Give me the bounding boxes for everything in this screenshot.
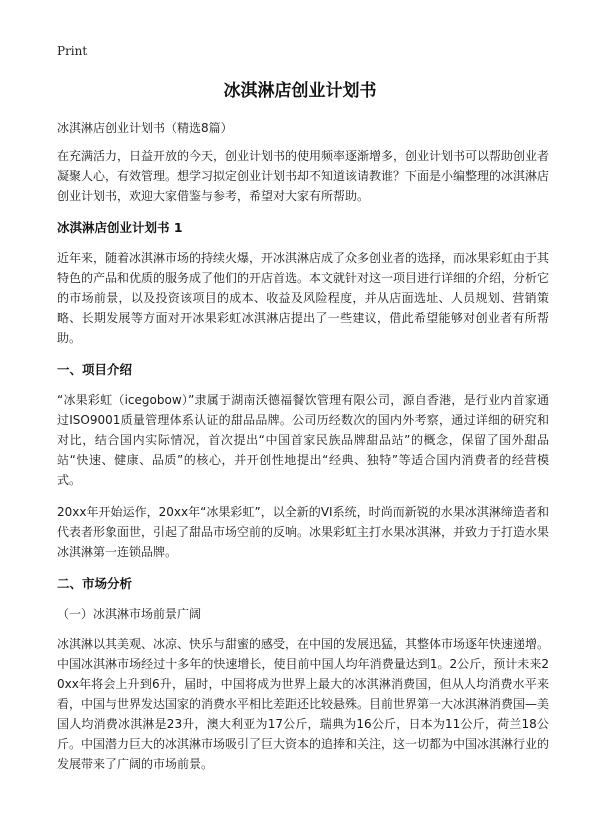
- subsection-heading-market-outlook: （一）冰淇淋市场前景广阔: [57, 607, 202, 621]
- section-heading-project-intro: 一、项目介绍: [57, 362, 133, 377]
- project-intro-paragraph-2: 20xx年开始运作，20xx年“冰果彩虹”，以全新的VI系统，时尚而新锐的水果冰淇淋缔造者和代表者形象面世，引起了甜品市场空前的反响。冰果彩虹主打水果冰淇淋，并致力于打造水果冰淇淋第一连锁品牌。: [57, 505, 550, 559]
- document-title: 冰淇淋店创业计划书: [223, 81, 377, 101]
- plan-1-paragraph: 近年来，随着冰淇淋市场的持续火爆，开冰淇淋店成了众多创业者的选择，而冰果彩虹由于其特色的产品和优质的服务成了他们的开店首选。本文就针对这一项目进行详细的介绍，分析它的市场前景，以及投资该项目的成本、收益及风险程度，并从店面选址、人员规划、营销策略、长期发展等方面对开冰果彩虹冰淇淋店提出了一些建议，借此希望能够对创业者有所帮助。: [57, 251, 550, 345]
- project-intro-paragraph-1: “冰果彩虹（icegobow）”隶属于湖南沃德福餐饮管理有限公司，源自香港，是行业内首家通过ISO9001质量管理体系认证的甜品品牌。公司历经数次的国内外考察，通过详细的研究和对比，结合国内实际情况，首次提出“中国首家民族品牌甜品站”的概念，保留了国外甜品站“快速、健康、品质”的核心，并开创性地提出“经典、独特”等适合国内消费者的经营模式。: [57, 393, 549, 487]
- section-heading-market-analysis: 二、市场分析: [57, 576, 133, 591]
- document-subtitle: 冰淇淋店创业计划书（精选8篇）: [57, 121, 233, 135]
- market-outlook-paragraph: 冰淇淋以其美观、冰凉、快乐与甜蜜的感受，在中国的发展迅猛，其整体市场逐年快速递增。中国冰淇淋市场经过十多年的快速增长，使目前中国人均年消费量达到1。2公斤，预计未来20xx年将会上升到6升，届时，中国将成为世界上最大的冰淇淋消费国，但从人均消费水平来看，中国与世界发达国家的消费水平相比差距还比较悬殊。目前世界第一大冰淇淋消费国—美国人均消费冰淇淋是23升，澳大利亚为17公斤，瑞典为16公斤，日本为11公斤，荷兰18公斤。中国潜力巨大的冰淇淋市场吸引了巨大资本的追捧和关注，这一切都为中国冰淇淋行业的发展带来了广阔的市场前景。: [57, 637, 550, 771]
- document-body: [57, 118, 549, 786]
- print-link[interactable]: Print: [57, 44, 88, 58]
- intro-paragraph: 在充满活力，日益开放的今天，创业计划书的使用频率逐渐增多，创业计划书可以帮助创业者凝聚人心，有效管理。想学习拟定创业计划书却不知道该请教谁？下面是小编整理的冰淇淋店创业计划书，欢迎大家借鉴与参考，希望对大家有所帮助。: [57, 149, 550, 203]
- section-heading-plan-1: 冰淇淋店创业计划书 1: [57, 220, 183, 235]
